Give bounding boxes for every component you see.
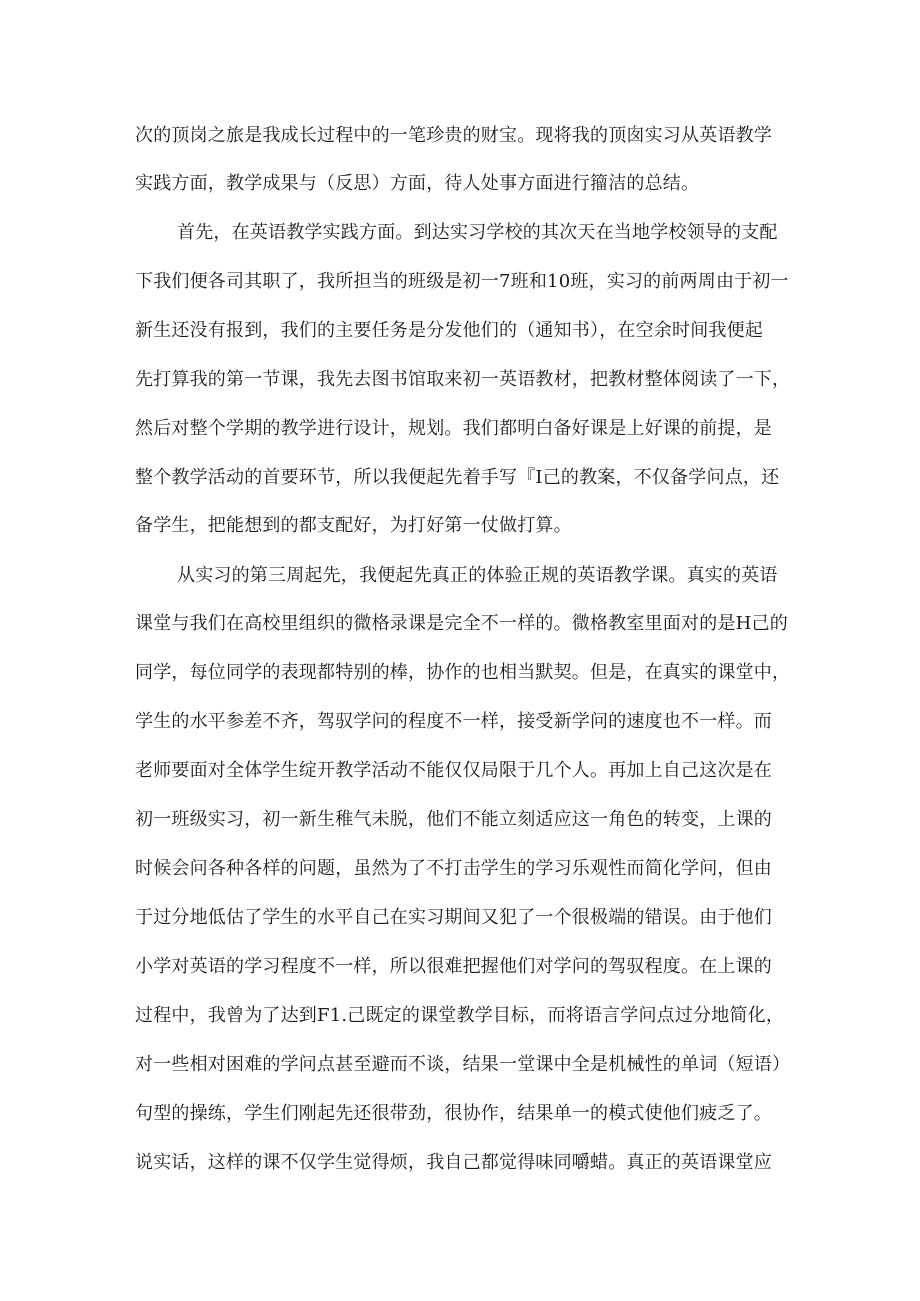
text-line-18: 小学对英语的学习程度不一样，所以很难把握他们对学问的驾驭程度。在上课的 — [135, 956, 772, 977]
text-line-22: 说实话，这样的课不仅学生觉得烦，我自己都觉得味同嚼蜡。真正的英语课堂应 — [135, 1152, 772, 1173]
text-line-1: 次的顶岗之旅是我成长过程中的一笔珍贵的财宝。现将我的顶囱实习从英语教学 — [135, 125, 772, 146]
text-line-6: 先打算我的第一节课，我先去图书馆取来初一英语教材，把教材整体阅读了一下， — [135, 369, 791, 390]
text-line-11: 课堂与我们在高校里组织的微格录课是完全不一样的。微格教室里面对的是H己的 — [135, 613, 788, 634]
text-line-21: 句型的操练，学生们刚起先还很带劲，很协作，结果单一的模式使他们疲乏了。 — [135, 1103, 772, 1124]
text-line-13: 学生的水平参差不齐，驾驭学问的程度不一样，接受新学问的速度也不一样。而 — [135, 711, 772, 732]
text-line-2: 实践方面，教学成果与（反思）方面，待人处事方面进行籀洁的总结。 — [135, 173, 700, 194]
text-line-8: 整个教学活动的首要环节，所以我便起先着手写『I己的教案，不仅备学问点，还 — [135, 467, 780, 488]
text-line-19: 过程中，我曾为了达到F1.己既定的课堂教学目标，而将语言学问点过分地简化， — [135, 1005, 785, 1026]
text-line-3: 首先，在英语教学实践方面。到达实习学校的其次天在当地学校领导的支配 — [177, 222, 778, 243]
text-line-17: 于过分地低估了学生的水平自己在实习期间又犯了一个很极端的错误。由于他们 — [135, 907, 772, 928]
text-line-15: 初一班级实习，初一新生稚气未脱，他们不能立刻适应这一角色的转变，上课的 — [135, 809, 772, 830]
text-line-20: 对一些相对困难的学问点甚至避而不谈，结果一堂课中全是机械性的单词（短语） — [135, 1054, 791, 1075]
text-line-12: 同学，每位同学的表现都特别的棒，协作的也相当默契。但是，在真实的课堂中， — [135, 662, 791, 683]
text-line-5: 新生还没有报到，我们的主要任务是分发他们的（通知书），在空余时间我便起 — [135, 320, 763, 341]
text-line-16: 时候会问各种各样的问题，虽然为了不打击学生的学习乐观性而简化学问，但由 — [135, 858, 772, 879]
text-line-9: 备学生，把能想到的都支配好，为打好第一仗做打算。 — [135, 515, 572, 536]
text-line-10: 从实习的第三周起先，我便起先真正的体验正规的英语教学课。真实的英语 — [177, 565, 778, 586]
text-line-14: 老师要面对全体学生绽开教学活动不能仅仅局限于几个人。再加上自己这次是在 — [135, 760, 772, 781]
text-line-7: 然后对整个学期的教学进行设计，规划。我们都明白备好课是上好课的前提，是 — [135, 418, 772, 439]
text-line-4: 下我们便各司其职了，我所担当的班级是初一7班和10班，实习的前两周由于初一 — [135, 271, 789, 292]
